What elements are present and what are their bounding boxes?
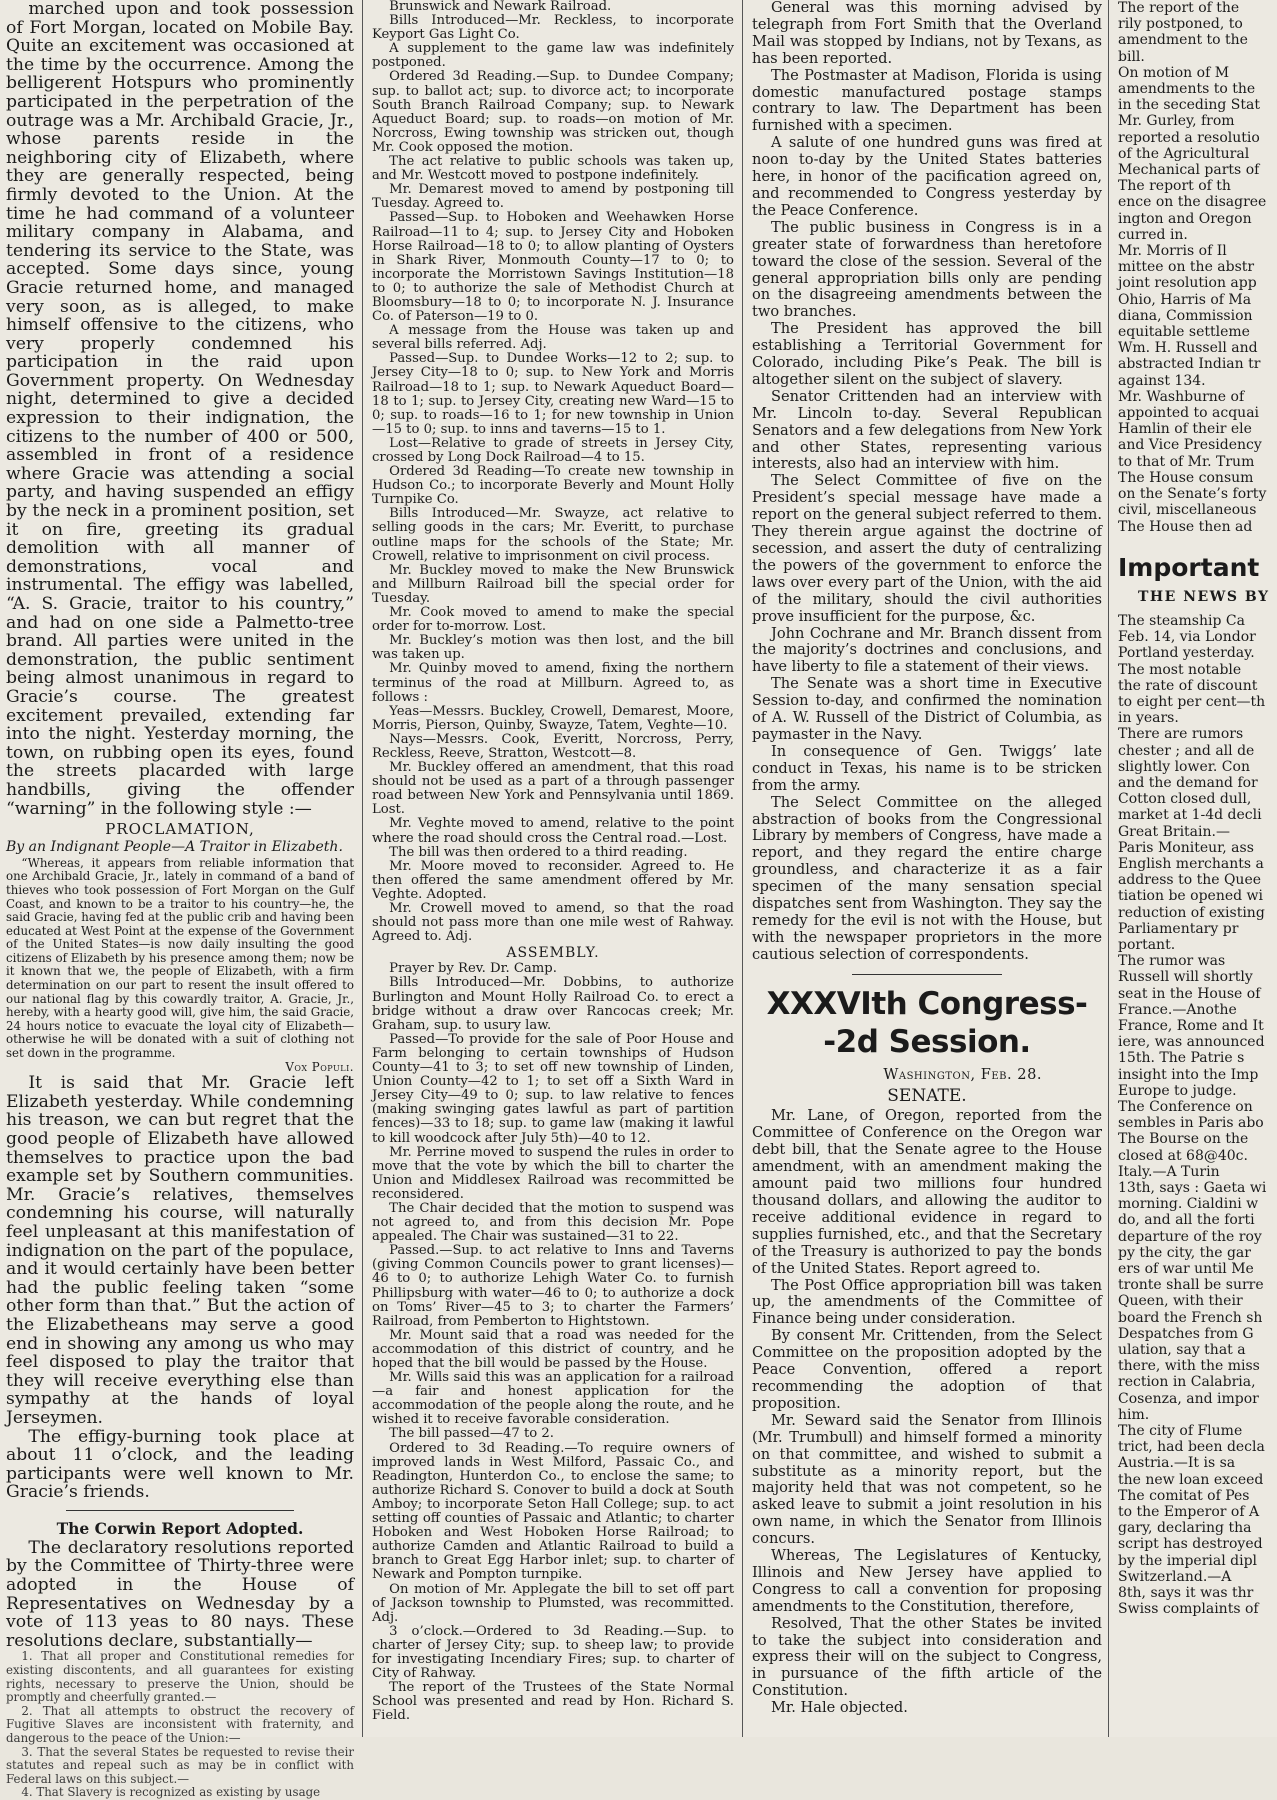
text-line: gary, declaring tha bbox=[1118, 1520, 1252, 1537]
important-heading: Important bbox=[1118, 552, 1260, 582]
proclamation-title: PROCLAMATION, bbox=[105, 820, 255, 839]
text-line: amendment to the bbox=[1118, 32, 1248, 49]
text-line: to that of Mr. Trum bbox=[1118, 453, 1255, 470]
paragraph: Mr. Buckley moved to make the New Brunswick and Millburn Railroad bill the special order for Tuesday. bbox=[372, 562, 734, 606]
text-line: trict, had been decla bbox=[1118, 1439, 1265, 1456]
paragraph: Prayer by Rev. Dr. Camp. bbox=[389, 961, 557, 977]
text-line: The House consum bbox=[1118, 469, 1254, 486]
column-rule bbox=[1108, 0, 1109, 1737]
text-line: Queen, with their bbox=[1118, 1293, 1243, 1310]
paragraph: Mr. Mount said that a road was needed for the accommodation of this district of country, and he hoped that the bill would be passed by the House. bbox=[372, 1327, 734, 1371]
section-divider bbox=[66, 1510, 294, 1511]
proclamation-signature: Vox Populi. bbox=[285, 1059, 354, 1074]
text-line: The most notable bbox=[1118, 661, 1242, 678]
house-proceedings-fragment bbox=[1118, 0, 1277, 535]
senate-proceedings bbox=[372, 0, 734, 944]
text-line: Great Britain.— bbox=[1118, 823, 1230, 840]
text-line: Italy.—A Turin bbox=[1118, 1163, 1220, 1180]
text-line: Despatches from G bbox=[1118, 1325, 1254, 1342]
paragraph: Bills Introduced—Mr. Swayze, act relative to selling goods in the cars; Mr. Everitt, to purchase outline maps for the schools of the State; Mr. Crowell, relative to imprisonment on civil process. bbox=[372, 506, 734, 564]
paragraph: Lost—Relative to grade of streets in Jersey City, crossed by Long Dock Railroad—4 to 15. bbox=[372, 435, 734, 465]
column-rule bbox=[362, 0, 363, 1737]
paragraph: Passed—Sup. to Dundee Works—12 to 2; sup. to Jersey City—18 to 0; sup. to New York and Morris Railroad—18 to 1; sup. to Newark Aqueduct Board—18 to 1; sup. to Jersey City, creating new Ward—15 to 0; sup. to roads—16 to 1; for new township in Union—15 to 0; sup. to inns and taverns—15 to 1. bbox=[372, 351, 734, 437]
paragraph: The Select Committee on the alleged abstraction of books from the Congressional Library by members of Congress, have made a report, and they regard the entire charge groundless, and characterize it as a fair specimen of the many sensation special dispatches sent from Washington. They say the remedy for the evil is not with the House, but with the newspaper proprietors in the more cautious selection of correspondents. bbox=[752, 793, 1102, 963]
paragraph: The Postmaster at Madison, Florida is using domestic manufactured postage stamps contrary to law. The Department has been furnished with a specimen. bbox=[752, 66, 1102, 135]
paragraph: Ordered 3d Reading.—Sup. to Dundee Company; sup. to ballot act; sup. to divorce act; to incorporate South Branch Railroad Company; sup. to Newark Aqueduct Board; sup. to roads—on motion of Mr. Norcross, Ewing township was stricken out, though Mr. Cook opposed the motion. bbox=[372, 69, 734, 155]
text-line: board the French sh bbox=[1118, 1309, 1263, 1326]
text-line: market at 1-4d decli bbox=[1118, 807, 1262, 824]
text-line: 13th, says : Gaeta wi bbox=[1118, 1180, 1267, 1197]
text-line: The report of th bbox=[1118, 178, 1231, 195]
paragraph: It is said that Mr. Gracie left Elizabeth yesterday. While condemning his treason, we can but regret that the good people of Elizabeth have allowed themselves to practice upon the bad example set by Southern communities. Mr. Gracie’s relatives, themselves condemning his course, will naturally feel unpleasant at this manifestation of indignation on the part of the populace, and it would certainly have been better had the public feeling taken “some other form than that.” But the action of the Elizabetheans may serve a good end in showing any among us who may feel disposed to play the traitor that they will receive everything else than sympathy at the hands of loyal Jerseymen. bbox=[6, 1073, 354, 1428]
text-line: joint resolution app bbox=[1118, 275, 1257, 292]
text-line: equitable settleme bbox=[1118, 324, 1250, 341]
paragraph: Nays—Messrs. Cook, Everitt, Norcross, Perry, Reckless, Reeve, Stratton, Westcott—8. bbox=[372, 731, 734, 761]
column-3 bbox=[744, 0, 1108, 1737]
text-line: on the Senate’s forty bbox=[1118, 486, 1267, 503]
washington-dispatches bbox=[752, 0, 1102, 964]
text-line: France.—Anothe bbox=[1118, 1001, 1237, 1018]
paragraph: The Senate was a short time in Executive Session to-day, and confirmed the nomination of A. W. Russell of the District of Columbia, as paymaster in the Navy. bbox=[752, 675, 1102, 743]
paragraph: Whereas, The Legislatures of Kentucky, Illinois and New Jersey have applied to Congress to call a convention for proposing amendments to the Constitution, therefore, bbox=[752, 1547, 1102, 1615]
text-line: script has destroyed bbox=[1118, 1536, 1263, 1553]
paragraph: Passed—To provide for the sale of Poor House and Farm belonging to certain townships of Hudson County—41 to 3; to set off new township of Linden, Union County—42 to 1; to set off a Sixth Ward in Jersey City—49 to 0; sup. to law relative to fences (making swinging gates lawful as part of partition fences)—33 to 18; sup. to game law (making it lawful to kill woodcock after July 5th)—40 to 12. bbox=[372, 1031, 734, 1146]
paragraph: 1. That all proper and Constitutional remedies for existing discontents, and all guarantees for existing rights, necessary to preserve the Union, should be promptly and cheerfully granted.— bbox=[6, 1649, 354, 1705]
paragraph: Mr. Lane, of Oregon, reported from the Committee of Conference on the Oregon war debt bill, that the Senate agree to the House amendment, with an amendment making the amount paid two millions four hundred thousand dollars, and allowing the auditor to receive additional evidence in regard to supplies furnished, etc., and that the Secretary of the Treasury is authorized to pay the bonds of the United States. Report agreed to. bbox=[752, 1107, 1102, 1277]
text-line: in the seceding Stat bbox=[1118, 97, 1260, 114]
text-line: reported a resolutio bbox=[1118, 129, 1260, 146]
text-line: The House then ad bbox=[1118, 518, 1253, 535]
paragraph: Mr. Demarest moved to amend by postponing till Tuesday. Agreed to. bbox=[372, 182, 734, 212]
text-line: against 134. bbox=[1118, 372, 1206, 389]
column-1-body-2 bbox=[6, 1074, 354, 1502]
paragraph: Ordered 3d Reading—To create new township in Hudson Co.; to incorporate Beverly and Mount Holly Turnpike Co. bbox=[372, 464, 734, 508]
text-line: and the demand for bbox=[1118, 774, 1258, 791]
text-line: Mr. Morris of Il bbox=[1118, 243, 1227, 260]
section-divider bbox=[852, 974, 1002, 975]
text-line: py the city, the gar bbox=[1118, 1244, 1251, 1261]
text-line: The comitat of Pes bbox=[1118, 1487, 1250, 1504]
proclamation-text: “Whereas, it appears from reliable information that one Archibald Gracie, Jr., lately in command of a band of thieves who took possession of Fort Morgan on the Gulf Coast, and known to be a traitor to his country—he, the said Gracie, having fed at the public crib and having been educated at West Point at the expense of the Government of the United States—is now daily insulting the good citizens of Elizabeth by his presence among them; now be it known that we, the people of Elizabeth, with a firm determination on our part to resent the insult offered to our national flag by this cowardly traitor, A. Gracie, Jr., hereby, with a hearty good will, give him, the said Gracie, 24 hours notice to evacuate the loyal city of Elizabeth—otherwise he will be donated with a suit of clothing not set down in the programme. bbox=[6, 855, 354, 1061]
text-line: to eight per cent—th bbox=[1118, 693, 1266, 710]
text-line: abstracted Indian tr bbox=[1118, 356, 1261, 373]
text-line: civil, miscellaneous bbox=[1118, 502, 1257, 519]
text-line: ulation, say that a bbox=[1118, 1342, 1246, 1359]
paragraph: General was this morning advised by telegraph from Fort Smith that the Overland Mail was stopped by Indians, not by Texans, as has been reported. bbox=[752, 0, 1102, 67]
column-rule bbox=[742, 0, 743, 1737]
text-line: France, Rome and It bbox=[1118, 1017, 1264, 1034]
text-line: Russell will shortly bbox=[1118, 969, 1253, 986]
column-4-cropped bbox=[1110, 0, 1277, 1737]
text-line: ington and Oregon bbox=[1118, 210, 1252, 227]
paragraph: Mr. Buckley offered an amendment, that this road should not be used as a part of a through passenger road between New York and Pennsylvania until 1869. Lost. bbox=[372, 760, 734, 818]
text-line: iere, was announced bbox=[1118, 1034, 1265, 1051]
text-line: ence on the disagree bbox=[1118, 194, 1267, 211]
column-1-body bbox=[6, 0, 354, 818]
paragraph: A message from the House was taken up and several bills referred. Adj. bbox=[372, 323, 734, 353]
paragraph: The act relative to public schools was taken up, and Mr. Westcott moved to postpone indefinitely. bbox=[372, 154, 734, 184]
text-line: in years. bbox=[1118, 710, 1179, 727]
paragraph: Mr. Hale objected. bbox=[770, 1699, 908, 1717]
text-line: tronte shall be surre bbox=[1118, 1277, 1264, 1294]
text-line: The Bourse on the bbox=[1118, 1131, 1249, 1148]
text-line: The rumor was bbox=[1118, 953, 1226, 970]
paragraph: The effigy-burning took place at about 11 o’clock, and the leading participants were well known to Mr. Gracie’s friends. bbox=[6, 1426, 354, 1503]
paragraph: The report of the Trustees of the State Normal School was presented and read by Hon. Richard S. Field. bbox=[372, 1680, 734, 1724]
text-line: mittee on the abstr bbox=[1118, 259, 1255, 276]
text-line: Ohio, Harris of Ma bbox=[1118, 291, 1252, 308]
text-line: The steamship Ca bbox=[1118, 612, 1245, 629]
column-1 bbox=[0, 0, 362, 1800]
text-line: diana, Commission bbox=[1118, 307, 1253, 324]
paragraph: Mr. Veghte moved to amend, relative to the point where the road should cross the Central road.—Lost. bbox=[372, 816, 734, 846]
text-line: appointed to acquai bbox=[1118, 405, 1260, 422]
paragraph: Mr. Wills said this was an application for a railroad—a fair and honest application for the accommodation of the people along the route, and he wished it to receive favorable consideration. bbox=[372, 1370, 734, 1428]
paragraph: 2. That all attempts to obstruct the recovery of Fugitive Slaves are inconsistent with fraternity, and dangerous to the peace of the Union:— bbox=[6, 1703, 354, 1745]
text-line: rily postponed, to bbox=[1118, 16, 1243, 33]
text-line: sembles in Paris abo bbox=[1118, 1115, 1264, 1132]
text-line: Portland yesterday. bbox=[1118, 645, 1255, 662]
text-line: portant. bbox=[1118, 936, 1176, 953]
assembly-proceedings bbox=[372, 962, 734, 1723]
text-line: There are rumors bbox=[1118, 726, 1244, 743]
text-line: Cotton closed dull, bbox=[1118, 791, 1252, 808]
paragraph: Resolved, That the other States be invited to take the subject into consideration and express their will on the subject to Congress, in pursuance of the fifth article of the Constitution. bbox=[752, 1614, 1102, 1700]
proclamation-byline: By an Indignant People—A Traitor in Elizabeth. bbox=[6, 839, 343, 856]
text-line: Mr. Gurley, from bbox=[1118, 113, 1235, 130]
text-line: The report of the bbox=[1118, 0, 1240, 16]
text-line: On motion of M bbox=[1118, 64, 1230, 81]
text-line: Mr. Washburne of bbox=[1118, 388, 1245, 405]
text-line: The city of Flume bbox=[1118, 1423, 1243, 1440]
paragraph: Mr. Quinby moved to amend, fixing the northern terminus of the road at Millburn. Agreed to, as follows : bbox=[372, 661, 734, 705]
paragraph: The bill passed—47 to 2. bbox=[389, 1426, 554, 1442]
paragraph: Ordered to 3d Reading.—To require owners of improved lands in West Milford, Passaic Co., and Readington, Hunterdon Co., to enclose the same; to authorize Richard S. Conover to build a dock at South Amboy; to incorporate Seton Hall College; sup. to act setting off counties of Passaic and Atlantic; to charter Hoboken and West Hoboken Horse Railroad; to authorize Camden and Atlantic Railroad to build a branch to Great Egg Harbor inlet; sup. to charter of Newark and Pompton turnpike. bbox=[372, 1440, 734, 1583]
text-line: closed at 68@40c. bbox=[1118, 1147, 1248, 1164]
text-line: amendments to the bbox=[1118, 81, 1256, 98]
text-line: 8th, says it was thr bbox=[1118, 1585, 1254, 1602]
text-line: reduction of existing bbox=[1118, 904, 1265, 921]
text-line: insight into the Imp bbox=[1118, 1066, 1259, 1083]
senate-heading: SENATE. bbox=[887, 1085, 967, 1106]
column-2 bbox=[364, 0, 742, 1737]
paragraph: Mr. Perrine moved to suspend the rules in order to move that the vote by which the bill to charter the Union and Middlesex Railroad was recommitted be reconsidered. bbox=[372, 1144, 734, 1202]
corwin-resolutions-list bbox=[6, 1650, 354, 1800]
paragraph: The President has approved the bill establishing a Territorial Government for Colorado, including Pike’s Peak. The bill is altogether silent on the subject of slavery. bbox=[752, 320, 1102, 388]
text-line: of the Agricultural bbox=[1118, 145, 1250, 162]
text-line: him. bbox=[1118, 1406, 1150, 1423]
paragraph: The bill was then ordered to a third reading. bbox=[389, 844, 688, 860]
text-line: Hamlin of their ele bbox=[1118, 421, 1252, 438]
text-line: tiation be opened wi bbox=[1118, 888, 1263, 905]
paragraph: marched upon and took possession of Fort Morgan, located on Mobile Bay. Quite an excitement was occasioned at the time by the occurrence. Among the belligerent Hotspurs who prominently participated in the perpetration of the outrage was a Mr. Archibald Gracie, Jr., whose parents reside in the neighboring city of Elizabeth, where they are generally respected, being firmly devoted to the Union. At the time he had command of a volunteer military company in Alabama, and tendering its service to the State, was accepted. Some days since, young Gracie returned home, and managed very soon, as is alleged, to make himself offensive to the citizens, who very properly condemned his participation in the raid upon Government property. On Wednesday night, determined to give a decided expression to their indignation, the citizens to the number of 400 or 500, assembled in front of a residence where Gracie was attending a social party, and having suspended an effigy by the neck in a prominent position, set it on fire, greeting its gradual demolition with all manner of demonstrations, vocal and instrumental. The effigy was labelled, “A. S. Gracie, traitor to his country,” and had on one side a Palmetto-tree brand. All parties were united in the demonstration, the public sentiment being almost unanimous in regard to Gracie’s course. The greatest excitement prevailed, extending far into the night. Yesterday morning, the town, on rubbing open its eyes, found the streets placarded with large handbills, giving the offender “warning” in the following style :— bbox=[6, 0, 354, 819]
paragraph: Passed—Sup. to Hoboken and Weehawken Horse Railroad—11 to 4; sup. to Jersey City and Hoboken Horse Railroad—18 to 0; to allow planting of Oysters in Shark River, Monmouth County—17 to 0; to incorporate the Morristown Savings Institution—18 to 0; to authorize the sale of Methodist Church at Bloomsbury—18 to 0; to incorporate N. J. Insurance Co. of Paterson—19 to 0. bbox=[372, 210, 734, 325]
dateline: Washington, Feb. 28. bbox=[883, 1065, 1042, 1083]
paragraph: The Select Committee of five on the President’s special message have made a report on the general subject referred to them. They therein argue against the doctrine of secession, and assert the duty of centralizing the powers of the government to enforce the laws over every part of the Union, with the aid of the military, should the civil authorities prove insufficient for the purpose, &c. bbox=[752, 472, 1102, 625]
text-line: Swiss complaints of bbox=[1118, 1601, 1259, 1618]
corwin-report-heading: The Corwin Report Adopted. bbox=[56, 1518, 304, 1538]
text-line: ers of war until Me bbox=[1118, 1261, 1254, 1278]
text-line: to the Emperor of A bbox=[1118, 1504, 1260, 1521]
text-line: rection in Calabria, bbox=[1118, 1374, 1256, 1391]
paragraph: Mr. Moore moved to reconsider. Agreed to. He then offered the same amendment offered by Mr. Veghte. Adopted. bbox=[372, 858, 734, 902]
congress-heading: XXXVIth Congress--2d Session. bbox=[766, 985, 1088, 1060]
text-line: Paris Moniteur, ass bbox=[1118, 839, 1254, 856]
senate-report bbox=[752, 1108, 1102, 1717]
paragraph: A supplement to the game law was indefinitely postponed. bbox=[372, 41, 734, 71]
paragraph: A salute of one hundred guns was fired at noon to-day by the United States batteries here, in honor of the pacification agreed on, and recommended to Congress yesterday by the Peace Conference. bbox=[752, 134, 1102, 219]
paragraph: Mr. Cook moved to amend to make the special order for to-morrow. Lost. bbox=[372, 605, 734, 635]
paragraph: Mr. Crowell moved to amend, so that the road should not pass more than one mile west of Rahway. Agreed to. Adj. bbox=[372, 901, 734, 945]
text-line: the rate of discount bbox=[1118, 677, 1258, 694]
paragraph: In consequence of Gen. Twiggs’ late conduct in Texas, his name is to be stricken from the army. bbox=[752, 742, 1102, 794]
text-line: morning. Cialdini w bbox=[1118, 1196, 1259, 1213]
paragraph: Mr. Buckley’s motion was then lost, and the bill was taken up. bbox=[372, 633, 734, 663]
text-line: Parliamentary pr bbox=[1118, 920, 1239, 937]
text-line: seat in the House of bbox=[1118, 985, 1261, 1002]
text-line: and Vice Presidency bbox=[1118, 437, 1262, 454]
paragraph: John Cochrane and Mr. Branch dissent from the majority’s doctrines and conclusions, and have liberty to file a statement of their views. bbox=[752, 624, 1102, 676]
text-line: Mechanical parts of bbox=[1118, 162, 1260, 179]
text-line: do, and all the forti bbox=[1118, 1212, 1255, 1229]
text-line: the new loan exceed bbox=[1118, 1471, 1264, 1488]
text-line: The Conference on bbox=[1118, 1099, 1253, 1115]
text-line: Austria.—It is sa bbox=[1118, 1455, 1236, 1472]
paragraph: 3. That the several States be requested to revise their statutes and repeal such as may be in conflict with Federal laws on this subject.— bbox=[6, 1744, 354, 1786]
paragraph: Senator Crittenden had an interview with Mr. Lincoln to-day. Several Republican Senators and a few delegations from New York and other States, representing various interests, also had an interview with him. bbox=[752, 387, 1102, 473]
paragraph: Yeas—Messrs. Buckley, Crowell, Demarest, Moore, Morris, Pierson, Quinby, Swayze, Tatem, Veghte—10. bbox=[372, 703, 734, 733]
text-line: chester ; and all de bbox=[1118, 742, 1255, 759]
text-line: Europe to judge. bbox=[1118, 1082, 1237, 1099]
text-line: Cosenza, and impor bbox=[1118, 1390, 1259, 1407]
text-line: curred in. bbox=[1118, 226, 1188, 243]
paragraph: 3 o’clock.—Ordered to 3d Reading.—Sup. to charter of Jersey City; sup. to sheep law; to provide for investigating Incendiary Fires; sup. to charter of City of Rahway. bbox=[372, 1623, 734, 1682]
paragraph: Mr. Seward said the Senator from Illinois (Mr. Trumbull) and himself formed a minority on that committee, and wished to submit a substitute as a minority report, but the majority held that was not competent, so he asked leave to submit a joint resolution in his own name, in which the Senator from Illinois concurs. bbox=[752, 1411, 1102, 1548]
paragraph: Bills Introduced—Mr. Reckless, to incorporate Keyport Gas Light Co. bbox=[372, 13, 734, 43]
paragraph: The Chair decided that the motion to suspend was not agreed to, and from this decision Mr. Pope appealed. The Chair was sustained—31 to 22. bbox=[372, 1200, 734, 1245]
paragraph: The public business in Congress is in a greater state of forwardness than heretofore toward the close of the session. Several of the general appropriation bills only are pending on the disagreeing amendments between the two branches. bbox=[752, 218, 1102, 321]
text-line: Feb. 14, via Londor bbox=[1118, 629, 1256, 646]
foreign-news-fragment bbox=[1118, 613, 1277, 1618]
text-line: Wm. H. Russell and bbox=[1118, 340, 1258, 357]
news-heading: THE NEWS BY bbox=[1138, 588, 1270, 605]
paragraph: By consent Mr. Crittenden, from the Select Committee on the proposition adopted by the Peace Convention, offered a report recommending the adoption of that proposition. bbox=[752, 1327, 1102, 1412]
text-line: 15th. The Patrie s bbox=[1118, 1050, 1245, 1067]
paragraph: Passed.—Sup. to act relative to Inns and Taverns (giving Common Councils power to grant licenses)—46 to 0; to authorize Lehigh Water Co. to furnish Phillipsburg with water—46 to 0; to authorize a dock on Toms’ River—45 to 3; to charter the Farmers’ Railroad, from Pemberton to Hightstown. bbox=[372, 1243, 734, 1329]
paragraph: Bills Introduced—Mr. Dobbins, to authorize Burlington and Mount Holly Railroad Co. to erect a bridge without a draw over Rancocas creek; Mr. Graham, sup. to usury law. bbox=[372, 975, 734, 1033]
assembly-heading: ASSEMBLY. bbox=[506, 945, 600, 962]
paragraph: 4. That Slavery is recognized as existing by usage bbox=[21, 1785, 321, 1800]
text-line: slightly lower. Con bbox=[1118, 758, 1250, 775]
paragraph: The Post Office appropriation bill was taken up, the amendments of the Committee of Finance being under consideration. bbox=[752, 1276, 1102, 1328]
text-line: by the imperial dipl bbox=[1118, 1552, 1258, 1569]
text-line: Switzerland.—A bbox=[1118, 1568, 1232, 1585]
text-line: address to the Quee bbox=[1118, 872, 1262, 889]
paragraph: On motion of Mr. Applegate the bill to set off part of Jackson township to Plumsted, was recommitted. Adj. bbox=[372, 1581, 734, 1625]
text-line: there, with the miss bbox=[1118, 1358, 1260, 1375]
corwin-report-intro: The declaratory resolutions reported by the Committee of Thirty-three were adopted in the House of Representatives on Wednesday by a vote of 113 yeas to 80 nays. These resolutions declare, substantially— bbox=[6, 1537, 354, 1651]
text-line: departure of the roy bbox=[1118, 1228, 1262, 1245]
paragraph: Brunswick and Newark Railroad. bbox=[389, 0, 612, 14]
text-line: English merchants a bbox=[1118, 855, 1264, 872]
text-line: bill. bbox=[1118, 48, 1145, 65]
